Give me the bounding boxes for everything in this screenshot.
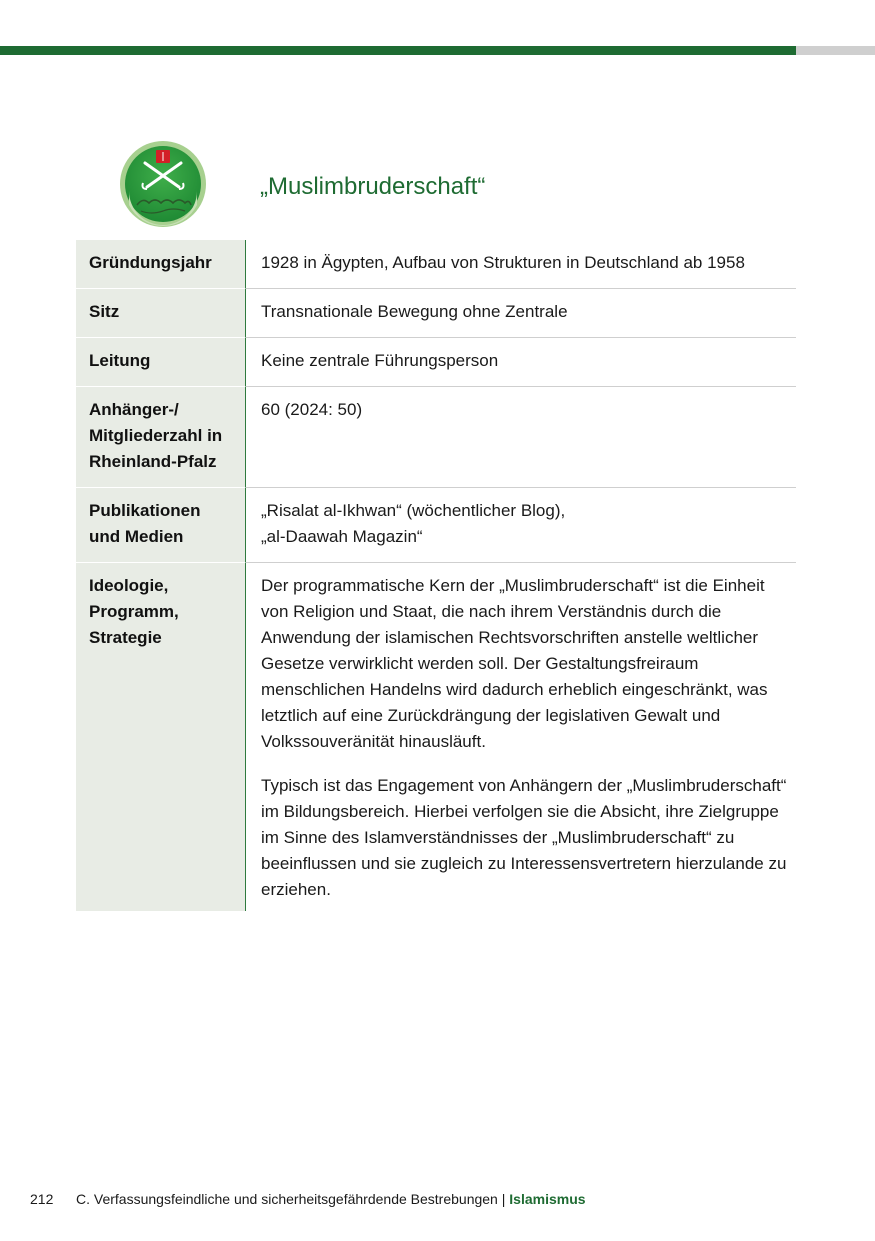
- chapter-title: C. Verfassungsfeindliche und sicherheitsgefährdende Bestrebungen |: [76, 1191, 510, 1207]
- table-row: [76, 240, 796, 289]
- publication-line: „al-Daawah Magazin“: [261, 527, 423, 546]
- row-value: [246, 488, 796, 563]
- row-value: 60 (2024: 50): [246, 387, 796, 488]
- row-label: Sitz: [76, 289, 246, 338]
- organization-emblem-icon: [119, 139, 207, 229]
- ideology-paragraph: Der programmatische Kern der „Muslimbruderschaft“ ist die Einheit von Religion und Staat, die nach ihrem Verständnis durch die Anwendung der islamischen Rechtsvorschriften anstelle weltlicher Gesetze verwirklicht werden soll. Der Gestaltungsfreiraum menschlichen Handelns wird dadurch erheblich eingeschränkt, was letztlich auf eine Zurückdrängung der legislativen Gewalt und Volkssouveränität hinausläuft.: [261, 576, 768, 751]
- table-row: [76, 563, 796, 911]
- header-accent-bar: [0, 46, 796, 55]
- table-row: [76, 289, 796, 338]
- page-title: „Muslimbruderschaft“: [260, 173, 486, 200]
- section-title: Islamismus: [509, 1191, 586, 1207]
- row-label: Leitung: [76, 338, 246, 387]
- row-label: Gründungsjahr: [76, 240, 246, 289]
- row-label: Ideologie, Programm, Strategie: [76, 563, 246, 911]
- table-row: [76, 338, 796, 387]
- page-number: 212: [30, 1191, 54, 1207]
- row-value: [246, 563, 796, 911]
- row-label: Publikationen und Medien: [76, 488, 246, 563]
- strategy-paragraph: Typisch ist das Engagement von Anhängern der „Muslimbruderschaft“ im Bildungsbereich. Hierbei verfolgen sie die Absicht, ihre Zielgruppe im Sinne des Islamverständnisses der „Muslimbruderschaft“ zu beeinflussen und sie zugleich zu Interessensvertretern hierzulande zu erziehen.: [261, 776, 787, 899]
- row-value: Transnationale Bewegung ohne Zentrale: [246, 289, 796, 338]
- row-value: Keine zentrale Führungsperson: [246, 338, 796, 387]
- row-label: Anhänger-/ Mitgliederzahl in Rheinland-Pfalz: [76, 387, 246, 488]
- header-grey-bar: [796, 46, 875, 55]
- row-value: 1928 in Ägypten, Aufbau von Strukturen in Deutschland ab 1958: [246, 240, 796, 289]
- table-row: [76, 488, 796, 563]
- page-footer: [30, 1189, 586, 1209]
- publication-line: „Risalat al-Ikhwan“ (wöchentlicher Blog),: [261, 501, 566, 520]
- profile-table: [76, 240, 796, 911]
- table-row: [76, 387, 796, 488]
